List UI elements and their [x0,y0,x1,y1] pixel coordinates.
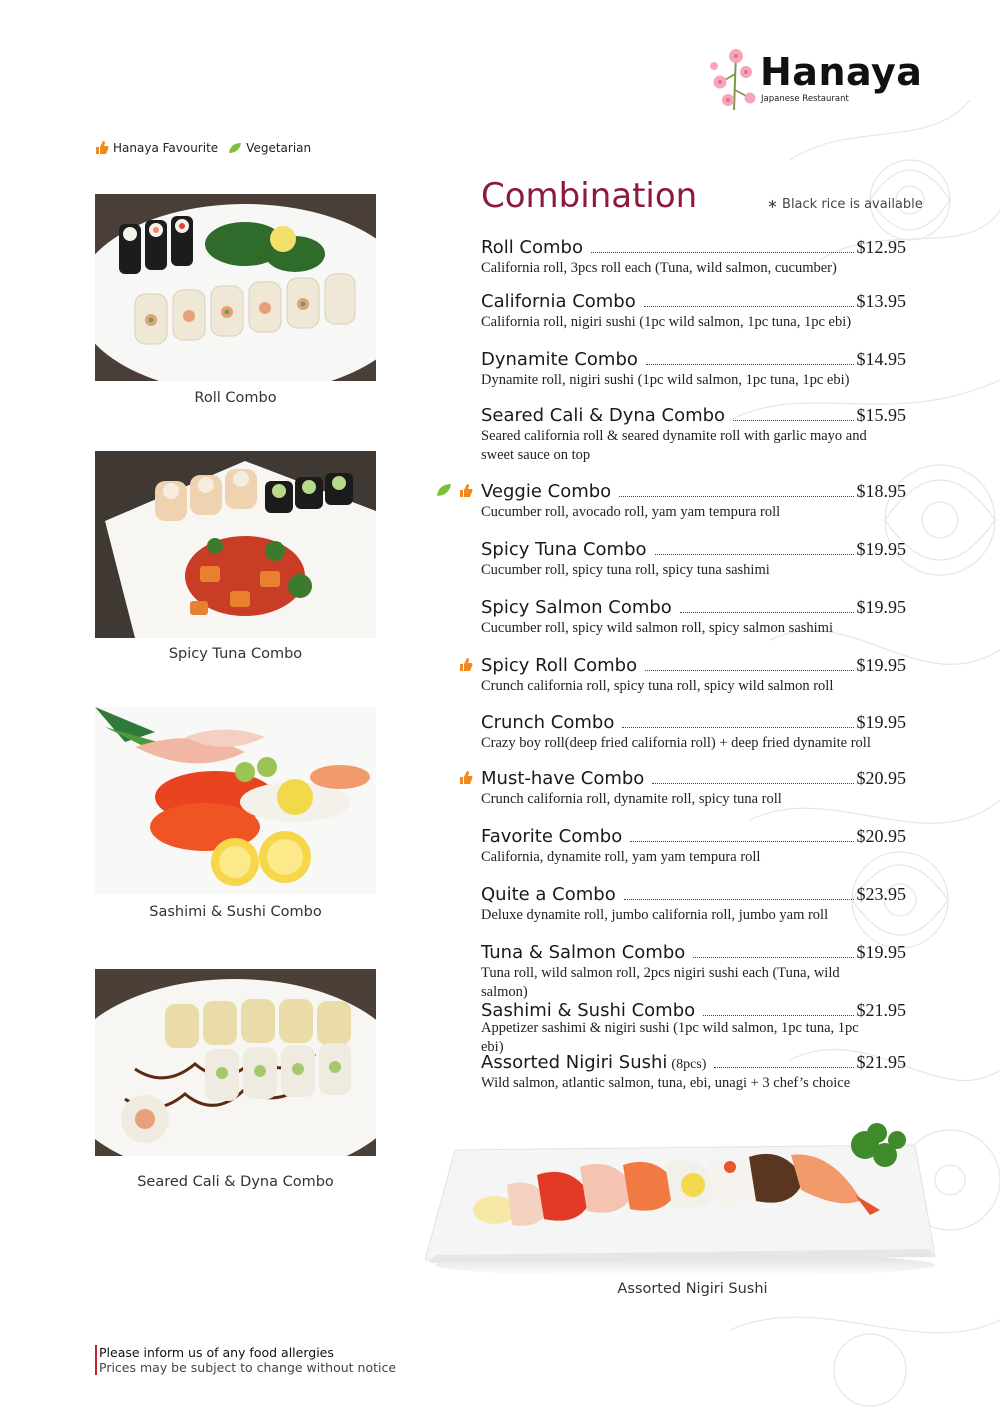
caption-seared-cali-dyna-combo: Seared Cali & Dyna Combo [137,1174,334,1190]
item-price: $21.95 [856,1000,906,1020]
section-title: Combination [481,176,698,216]
logo-subtitle: Japanese Restaurant [761,94,849,104]
leader-dots [703,1015,853,1016]
menu-item-spicy-salmon-combo [481,597,906,638]
item-price: $18.95 [856,481,906,501]
leader-dots [680,612,854,613]
item-badges [435,483,473,498]
menu-item-crunch-combo [481,712,906,753]
menu-item-assorted-nigiri-sushi [481,1052,906,1093]
caption-sashimi-sushi-combo: Sashimi & Sushi Combo [149,904,322,920]
thumbs-up-icon [459,483,473,498]
leader-dots [644,306,854,307]
item-price: $13.95 [856,291,906,311]
photo-roll-combo [95,194,376,381]
item-name: Veggie Combo [481,481,612,502]
restaurant-logo [706,44,923,114]
leader-dots [630,841,853,842]
item-badges [459,770,473,785]
photo-sashimi-sushi-combo [95,707,376,894]
leader-dots [693,957,853,958]
item-price: $14.95 [856,349,906,369]
thumbs-up-icon [459,770,473,785]
menu-item-spicy-tuna-combo [481,539,906,580]
item-badges [459,657,473,672]
item-name: Spicy Tuna Combo [481,539,647,560]
leader-dots [619,496,853,497]
photo-spicy-tuna-combo [95,451,376,638]
item-description: Crunch california roll, spicy tuna roll, spicy wild salmon roll [481,678,834,694]
item-description: California roll, nigiri sushi (1pc wild salmon, 1pc tuna, 1pc ebi) [481,314,852,330]
menu-item-california-combo [481,291,906,332]
leader-dots [714,1067,853,1068]
leader-dots [645,670,853,671]
item-description: Cucumber roll, avocado roll, yam yam tempura roll [481,504,781,520]
black-rice-note: ∗ Black rice is available [767,197,923,212]
item-name: Tuna & Salmon Combo [481,942,686,963]
leader-dots [624,899,854,900]
item-name: Dynamite Combo [481,349,638,370]
item-name: Spicy Salmon Combo [481,597,672,618]
price-notice: Prices may be subject to change without notice [99,1360,397,1375]
item-price: $12.95 [856,237,906,257]
thumbs-up-icon [95,140,109,155]
leader-dots [652,783,853,784]
menu-item-veggie-combo [481,481,906,522]
menu-item-quite-a-combo [481,884,906,925]
item-price: $19.95 [856,539,906,559]
item-description: Crunch california roll, dynamite roll, spicy tuna roll [481,791,782,807]
item-name: Favorite Combo [481,826,623,847]
leader-dots [733,420,853,421]
item-description: California roll, 3pcs roll each (Tuna, wild salmon, cucumber) [481,260,837,276]
menu-item-must-have-combo [481,768,906,809]
item-description: Dynamite roll, nigiri sushi (1pc wild salmon, 1pc tuna, 1pc ebi) [481,372,850,388]
item-price: $20.95 [856,768,906,788]
menu-item-roll-combo [481,237,906,278]
menu-item-seared-cali-dyna-combo [481,405,906,465]
item-price: $15.95 [856,405,906,425]
item-description: Tuna roll, wild salmon roll, 2pcs nigiri sushi each (Tuna, wild salmon) [481,965,840,1000]
menu-item-sashimi-sushi-combo [481,1000,906,1057]
leaf-icon [435,483,453,497]
item-description: Seared california roll & seared dynamite roll with garlic mayo and sweet sauce on top [481,428,867,463]
item-description: Cucumber roll, spicy tuna roll, spicy tuna sashimi [481,562,770,578]
photo-assorted-nigiri-sushi [425,1115,940,1287]
allergy-notice: Please inform us of any food allergies [99,1345,334,1360]
item-name: Roll Combo [481,237,583,258]
item-name: Assorted Nigiri Sushi [481,1052,668,1073]
item-quantity: (8pcs) [671,1057,707,1072]
item-price: $19.95 [856,712,906,732]
item-description: Appetizer sashimi & nigiri sushi (1pc wild salmon, 1pc tuna, 1pc ebi) [481,1020,859,1055]
leader-dots [646,364,854,365]
leader-dots [591,252,854,253]
cherry-blossom-icon [706,44,758,114]
item-name: California Combo [481,291,636,312]
thumbs-up-icon [459,657,473,672]
caption-spicy-tuna-combo: Spicy Tuna Combo [168,646,303,662]
leader-dots [622,727,853,728]
item-name: Crunch Combo [481,712,615,733]
item-description: Wild salmon, atlantic salmon, tuna, ebi, unagi + 3 chef’s choice [481,1075,851,1091]
caption-assorted-nigiri-sushi: Assorted Nigiri Sushi [617,1281,768,1297]
item-name: Quite a Combo [481,884,616,905]
item-price: $23.95 [856,884,906,904]
item-price: $20.95 [856,826,906,846]
menu-item-tuna-salmon-combo [481,942,906,1002]
logo-title: Hanaya [760,50,923,94]
item-description: Crazy boy roll(deep fried california roll) + deep fried dynamite roll [481,735,871,751]
menu-item-favorite-combo [481,826,906,867]
item-description: Deluxe dynamite roll, jumbo california roll, jumbo yam roll [481,907,829,923]
legend-vegetarian-label: Vegetarian [246,140,312,155]
legend [95,140,321,155]
item-price: $19.95 [856,942,906,962]
item-name: Sashimi & Sushi Combo [481,1000,696,1021]
menu-item-dynamite-combo [481,349,906,390]
item-description: California, dynamite roll, yam yam tempura roll [481,849,761,865]
item-name: Spicy Roll Combo [481,655,638,676]
item-price: $19.95 [856,655,906,675]
menu-item-spicy-roll-combo [481,655,906,696]
item-description: Cucumber roll, spicy wild salmon roll, spicy salmon sashimi [481,620,833,636]
leaf-icon [228,142,242,154]
item-price: $21.95 [856,1052,906,1072]
item-price: $19.95 [856,597,906,617]
leader-dots [655,554,854,555]
item-name: Seared Cali & Dyna Combo [481,405,726,426]
legend-favourite-label: Hanaya Favourite [113,140,219,155]
photo-seared-cali-dyna-combo [95,969,376,1156]
caption-roll-combo: Roll Combo [194,390,277,406]
footer-notice [95,1345,396,1375]
item-name: Must-have Combo [481,768,645,789]
